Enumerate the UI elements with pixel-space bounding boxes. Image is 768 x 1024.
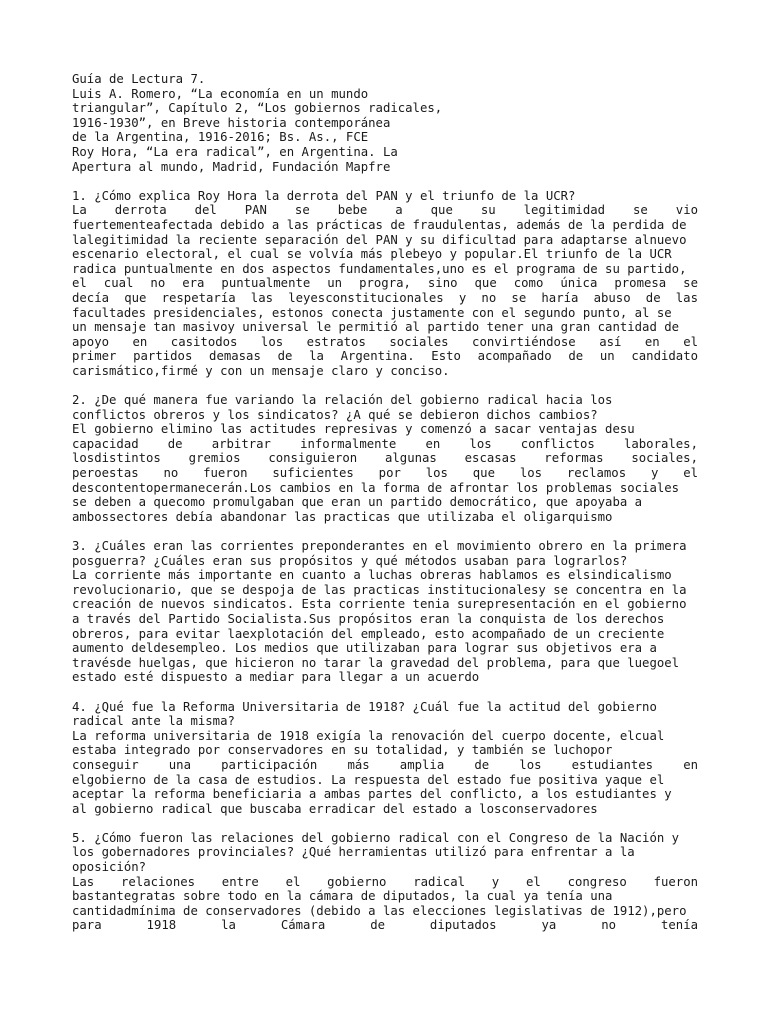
answer-line: se deben a quecomo promulgaban que eran un partido democrático, que apoyaba a xyxy=(72,495,643,510)
answer-line: aceptar la reforma beneficiaria a ambas partes del conflicto, a los estudiantes y xyxy=(72,787,672,802)
question-sections xyxy=(72,189,698,933)
answer-line: estaba integrado por conservadores en su totalidad, y también se luchopor xyxy=(72,743,613,758)
answer-line: facultades presidenciales, estonos conecta justamente con el segundo punto, al se xyxy=(72,305,672,320)
answer-line: Las relaciones entre el gobierno radical y el congreso fueron xyxy=(72,874,698,889)
answer-line: primer partidos demasas de la Argentina. Esto acompañado de un candidato xyxy=(72,349,698,364)
answer-line: al gobierno radical que buscaba erradicar del estado a losconservadores xyxy=(72,801,598,816)
question-text: 1. ¿Cómo explica Roy Hora la derrota del PAN y el triunfo de la UCR? xyxy=(72,188,576,203)
question-text: oposición? xyxy=(72,860,147,875)
answer-line: estado esté dispuesto a mediar para llegar a un acuerdo xyxy=(72,670,480,685)
answer-line: obreros, para evitar laexplotación del empleado, esto acompañado de un creciente xyxy=(72,626,665,641)
question-section xyxy=(72,189,698,379)
header-line: triangular”, Capítulo 2, “Los gobiernos radicales, xyxy=(72,101,443,116)
answer-line: decía que respetaría las leyesconstitucionales y no se haría abuso de las xyxy=(72,290,698,305)
header-line: Guía de Lectura 7. xyxy=(72,72,206,86)
answer-line: escenario electoral, el cual se volvía más plebeyo y popular.El triunfo de la UCR xyxy=(72,247,672,262)
question-text: posguerra? ¿Cuáles eran sus propósitos y qué métodos usaban para lograrlos? xyxy=(72,553,628,568)
answer-line: bastantegratas sobre todo en la cámara de diputados, la cual ya tenía una xyxy=(72,889,613,904)
question-section xyxy=(72,393,698,524)
question-section xyxy=(72,539,698,685)
answer-line: elgobierno de la casa de estudios. La respuesta del estado fue positiva yaque el xyxy=(72,772,665,787)
answer-line: aumento deldesempleo. Los medios que utilizaban para lograr sus objetivos era a xyxy=(72,641,657,656)
document-header xyxy=(72,72,698,174)
answer-line: apoyo en casitodos los estratos sociales convirtiéndose así en el xyxy=(72,334,698,349)
question-text: radical ante la misma? xyxy=(72,714,235,729)
question-text: conflictos obreros y los sindicatos? ¿A qué se debieron dichos cambios? xyxy=(72,407,598,422)
answer-line: a través del Partido Socialista.Sus propósitos eran la conquista de los derechos xyxy=(72,611,665,626)
answer-line: fuertementeafectada debido a las prácticas de fraudulentas, además de la perdida de xyxy=(72,217,687,232)
answer-line: La corriente más importante en cuanto a luchas obreras hablamos es elsindicalismo xyxy=(72,568,672,583)
question-section xyxy=(72,700,698,817)
answer-line: revolucionario, que se despoja de las practicas institucionalesy se concentra en la xyxy=(72,582,687,597)
header-line: Apertura al mundo, Madrid, Fundación Mapfre xyxy=(72,159,391,174)
answer-line: La derrota del PAN se bebe a que su legitimidad se vio xyxy=(72,203,698,218)
answer-line: cantidadmínima de conservadores (debido a las elecciones legislativas de 1912),pero xyxy=(72,903,687,918)
answer-line: lalegitimidad la reciente separación del PAN y su dificultad para adaptarse alnuevo xyxy=(72,232,687,247)
header-line: Roy Hora, “La era radical”, en Argentina. La xyxy=(72,144,398,159)
answer-line: capacidad de arbitrar informalmente en los conflictos laborales, xyxy=(72,436,698,451)
answer-line: travésde huelgas, que hicieron no tarar la gravedad del problema, para que luegoel xyxy=(72,655,680,670)
answer-line: radica puntualmente en dos aspectos fundamentales,uno es el programa de su partido, xyxy=(72,261,687,276)
question-section xyxy=(72,831,698,933)
answer-line: conseguir una participación más amplia de los estudiantes en xyxy=(72,757,698,772)
answer-line: La reforma universitaria de 1918 exigía la renovación del cuerpo docente, elcual xyxy=(72,728,665,743)
question-text: los gobernadores provinciales? ¿Qué herramientas utilizó para enfrentar a la xyxy=(72,845,635,860)
header-line: 1916-1930”, en Breve historia contemporánea xyxy=(72,115,391,130)
question-text: 4. ¿Qué fue la Reforma Universitaria de 1918? ¿Cuál fue la actitud del gobierno xyxy=(72,699,657,714)
answer-line: creación de nuevos sindicatos. Esta corriente tenia surepresentación en el gobierno xyxy=(72,597,687,612)
answer-line: El gobierno elimino las actitudes represivas y comenzó a sacar ventajas desu xyxy=(72,422,635,437)
answer-line: descontentopermanecerán.Los cambios en la forma de afrontar los problemas sociales xyxy=(72,480,680,495)
answer-line: peroestas no fueron suficientes por los que los reclamos y el xyxy=(72,466,698,481)
header-line: Luis A. Romero, “La economía en un mundo xyxy=(72,86,369,101)
answer-line: un mensaje tan masivoy universal le permitió al partido tener una gran cantidad de xyxy=(72,320,680,335)
answer-line: carismático,firmé y con un mensaje claro y conciso. xyxy=(72,363,450,378)
answer-line: para 1918 la Cámara de diputados ya no tenía xyxy=(72,918,698,933)
question-text: 2. ¿De qué manera fue variando la relación del gobierno radical hacia los xyxy=(72,393,613,408)
question-text: 5. ¿Cómo fueron las relaciones del gobierno radical con el Congreso de la Nación y xyxy=(72,830,680,845)
header-line: de la Argentina, 1916-2016; Bs. As., FCE xyxy=(72,130,369,145)
document-page xyxy=(72,72,698,933)
question-text: 3. ¿Cuáles eran las corrientes preponderantes en el movimiento obrero en la primera xyxy=(72,539,687,553)
answer-line: el cual no era puntualmente un progra, sino que como única promesa se xyxy=(72,276,698,291)
answer-line: ambossectores debía abandonar las practicas que utilizaba el oligarquismo xyxy=(72,509,613,524)
answer-line: losdistintos gremios consiguieron algunas escasas reformas sociales, xyxy=(72,451,698,466)
